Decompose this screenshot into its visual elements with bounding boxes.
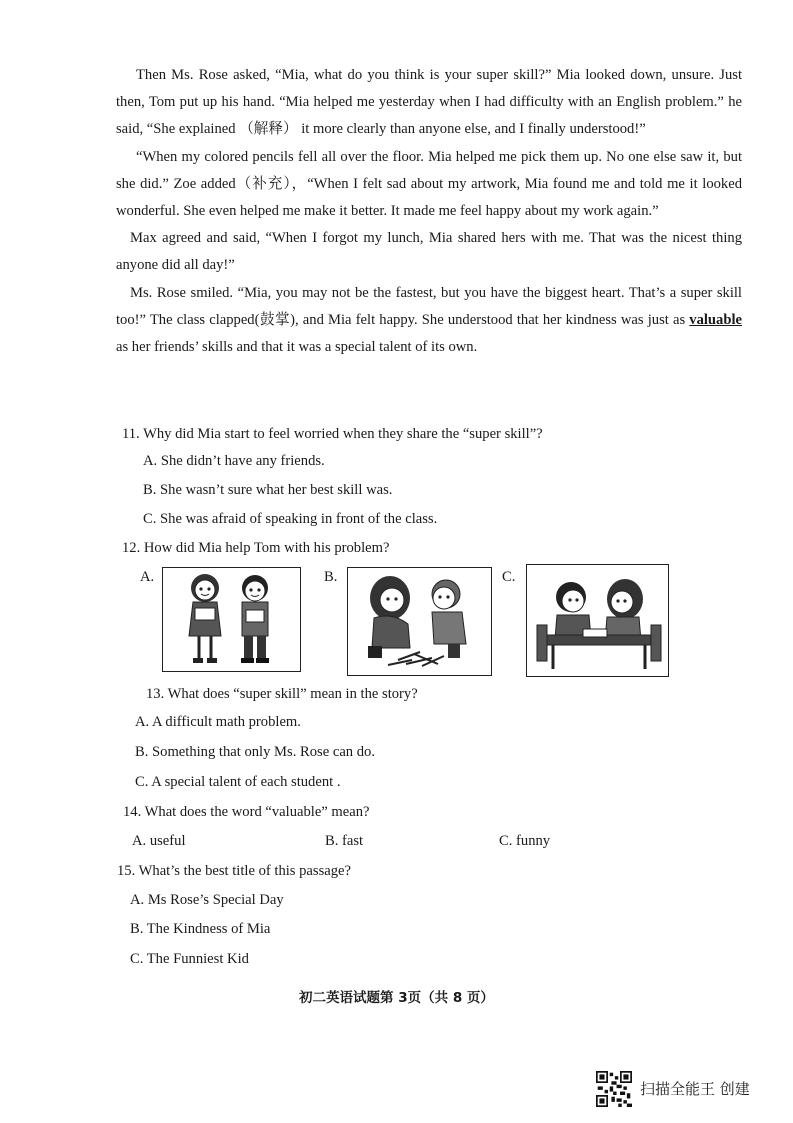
picture-b-picking-up-pencils: [347, 567, 492, 676]
keyword-valuable: valuable: [689, 311, 742, 328]
picture-c-explaining-at-desk: [526, 564, 669, 677]
question-12-stem: 12. How did Mia help Tom with his problem?: [122, 540, 390, 556]
paragraph-4: [116, 280, 742, 362]
picture-a-two-kids-holding-books: [162, 567, 301, 672]
qr-code-icon: [596, 1071, 632, 1107]
question-11-stem: 11. Why did Mia start to feel worried when they share the “super skill”?: [122, 426, 543, 442]
question-11-option-a: A. She didn’t have any friends.: [143, 453, 325, 469]
question-11-option-b: B. She wasn’t sure what her best skill was.: [143, 482, 393, 498]
paragraph-4-end: as her friends’ skills and that it was a special talent of its own.: [116, 339, 478, 356]
question-15-option-c: C. The Funniest Kid: [130, 951, 249, 967]
question-12-label-a: A.: [140, 569, 155, 585]
question-14-option-a: A. useful: [132, 833, 186, 849]
question-12-label-c: C.: [502, 569, 516, 585]
question-13-option-a: A. A difficult math problem.: [135, 714, 301, 730]
question-12-label-b: B.: [324, 569, 338, 585]
question-15-option-b: B. The Kindness of Mia: [130, 921, 271, 937]
paragraph-4-start: Ms. Rose smiled. “Mia, you may not be the fastest, but you have the biggest heart. That’s a super skill too!” The class clapped(鼓掌), and Mia felt happy. She understood that her kindness was just as: [116, 284, 742, 328]
question-13-option-c: C. A special talent of each student .: [135, 774, 341, 790]
question-15-option-a: A. Ms Rose’s Special Day: [130, 892, 284, 908]
question-14-stem: 14. What does the word “valuable” mean?: [123, 804, 370, 820]
paragraph-2: “When my colored pencils fell all over the floor. Mia helped me pick them up. No one else saw it, but she did.” Zoe added（补充），“When I felt sad about my artwork, Mia found me and told me it looked wonderful. She even helped me make it better. It made me feel happy about my work again.”: [116, 148, 742, 220]
question-14-option-b: B. fast: [325, 833, 364, 849]
reading-passage: [116, 62, 742, 361]
question-13-stem: 13. What does “super skill” mean in the story?: [146, 686, 418, 702]
paragraph-3: Max agreed and said, “When I forgot my lunch, Mia shared hers with me. That was the nicest thing anyone did all day!”: [116, 230, 742, 274]
page-footer: 初二英语试题第 3页（共 8 页）: [299, 990, 494, 1006]
question-14-option-c: C. funny: [499, 833, 551, 849]
question-15-stem: 15. What’s the best title of this passage?: [117, 863, 351, 879]
paragraph-1: Then Ms. Rose asked, “Mia, what do you think is your super skill?” Mia looked down, unsure. Just then, Tom put up his hand. “Mia helped me yesterday when I had difficulty with an English problem.” he said, “She explained （解释） it more clearly than anyone else, and I finally understood!”: [116, 67, 742, 138]
question-13-option-b: B. Something that only Ms. Rose can do.: [135, 744, 375, 760]
question-11-option-c: C. She was afraid of speaking in front of the class.: [143, 511, 438, 527]
scanner-watermark-text: 扫描全能王 创建: [640, 1080, 750, 1098]
